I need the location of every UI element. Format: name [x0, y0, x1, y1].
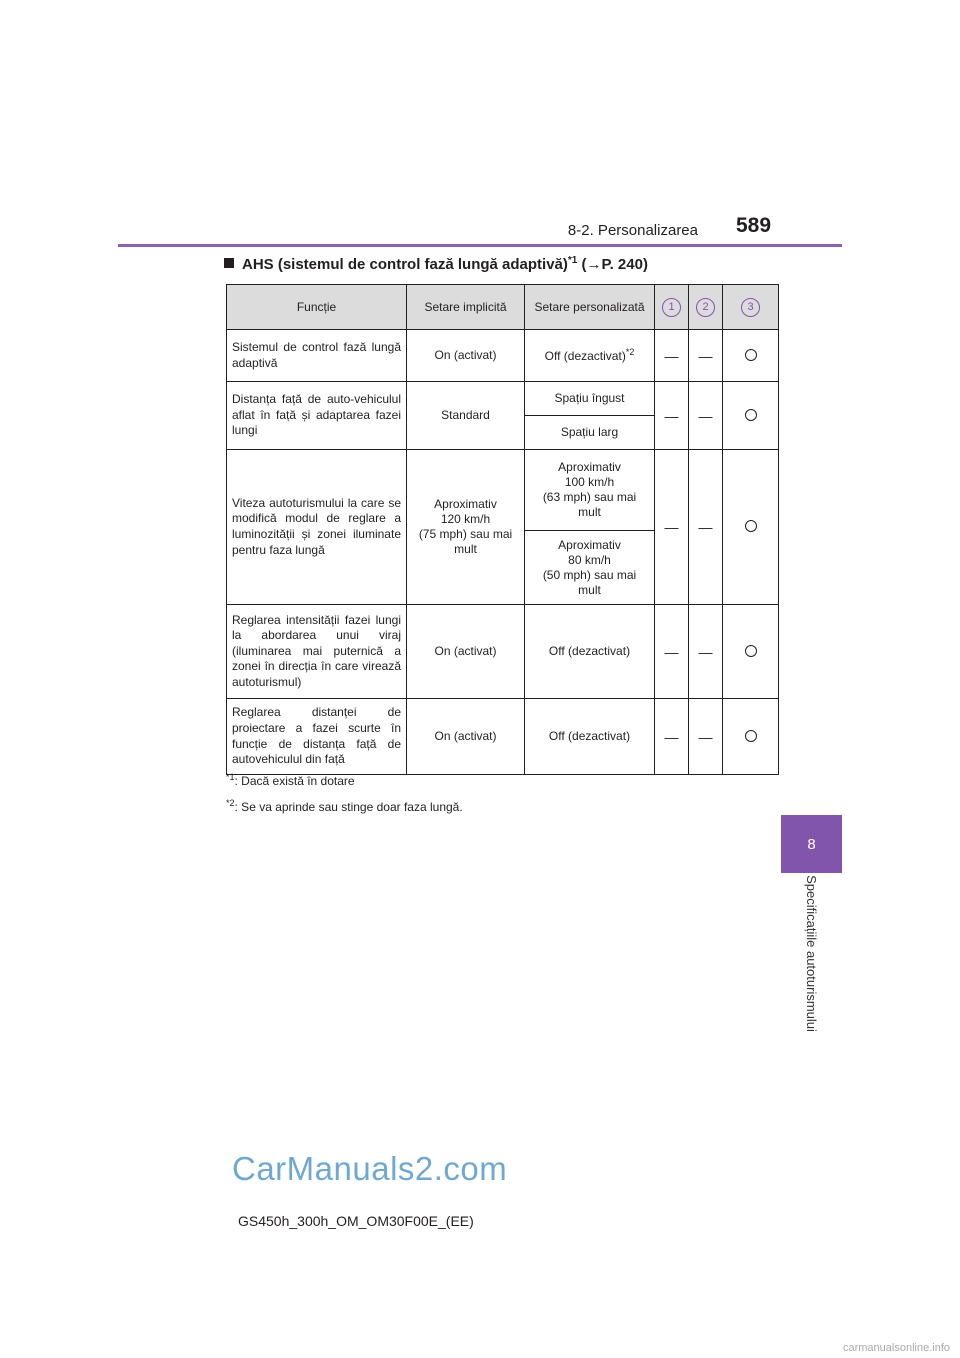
row-col3 [723, 330, 779, 382]
row-col1: — [655, 330, 689, 382]
row-col1: — [655, 382, 689, 450]
section-title-footnote-mark: *1 [567, 255, 578, 266]
row-col3 [723, 605, 779, 699]
row-custom-b: Spațiu larg [525, 416, 655, 450]
row-custom-a-line3: (63 mph) sau mai mult [542, 490, 637, 519]
circle-mark-icon [745, 409, 757, 421]
table-row [227, 382, 779, 416]
table-row [227, 699, 779, 775]
watermark-logo: CarManuals2.com [232, 1150, 508, 1187]
row-custom [525, 330, 655, 382]
circle-mark-icon [745, 730, 757, 742]
row-default: On (activat) [407, 699, 525, 775]
row-col2: — [689, 450, 723, 605]
header-section-title: 8-2. Personalizarea [567, 222, 698, 239]
footnote-2-mark: *2 [226, 798, 235, 808]
footnote-1 [226, 772, 355, 788]
row-custom-a [525, 450, 655, 531]
row-function: Sistemul de control fază lungă adaptivă [227, 330, 407, 382]
row-custom-b-line3: (50 mph) sau mai mult [542, 567, 637, 597]
row-default-line3: (75 mph) sau mai mult [418, 527, 513, 556]
row-custom-b-line2: 80 km/h [568, 552, 611, 567]
row-default: Standard [407, 382, 525, 450]
circle-mark-icon [745, 520, 757, 532]
row-default: On (activat) [407, 605, 525, 699]
row-default-line1: Aproximativ [434, 497, 497, 511]
header-col3 [723, 285, 779, 330]
circled-2-icon: 2 [696, 298, 715, 317]
circle-mark-icon [745, 349, 757, 361]
row-function: Reglarea intensității fazei lungi la abordarea unui viraj (iluminarea mai puternică a zonei în direcția în care virează autoturismul) [227, 605, 407, 699]
row-col2: — [689, 605, 723, 699]
table-row [227, 330, 779, 382]
header-default: Setare implicită [407, 285, 525, 330]
chapter-label: Specificațiile autoturismului [804, 874, 820, 1032]
row-col2: — [689, 330, 723, 382]
footnote-2 [226, 798, 463, 814]
row-custom: Off (dezactivat) [525, 605, 655, 699]
row-custom-a-line1: Aproximativ [558, 460, 621, 474]
square-bullet-icon [224, 258, 234, 268]
row-custom-a: Spațiu îngust [525, 382, 655, 416]
row-col2: — [689, 699, 723, 775]
chapter-label-container [781, 874, 842, 1032]
row-function: Distanța față de auto-vehiculul aflat în față și adaptarea fazei lungi [227, 382, 407, 450]
row-custom-text: Off (dezactivat) [544, 349, 626, 363]
row-col3 [723, 699, 779, 775]
circle-mark-icon [745, 645, 757, 657]
header-custom: Setare personalizată [525, 285, 655, 330]
page-number: 589 [736, 214, 772, 237]
page-reference: (→P. 240) [577, 256, 648, 273]
row-col3 [723, 382, 779, 450]
row-col1: — [655, 605, 689, 699]
row-col2: — [689, 382, 723, 450]
row-custom-b-line1: Aproximativ [558, 537, 621, 552]
row-custom-footnote-mark: *2 [625, 347, 635, 357]
footer-model-code: GS450h_300h_OM_OM30F00E_(EE) [238, 1213, 474, 1229]
header-function: Funcție [227, 285, 407, 330]
table-row [227, 450, 779, 531]
table-row [227, 605, 779, 699]
settings-table [226, 284, 779, 775]
footnote-1-mark: *1 [226, 772, 235, 782]
row-custom-a-line2: 100 km/h [564, 475, 615, 489]
row-custom-b [525, 531, 655, 605]
header-divider [118, 244, 842, 247]
row-function: Reglarea distanței de proiectare a fazei scurte în funcție de distanța față de autovehiculul din față [227, 699, 407, 775]
footnote-1-text: : Dacă există în dotare [234, 774, 355, 788]
footnote-2-text: : Se va aprinde sau stinge doar faza lungă. [234, 800, 463, 814]
header-col2 [689, 285, 723, 330]
row-default-line2: 120 km/h [440, 512, 491, 526]
table-header-row [227, 285, 779, 330]
circled-3-icon: 3 [741, 298, 760, 317]
row-custom: Off (dezactivat) [525, 699, 655, 775]
header-col1 [655, 285, 689, 330]
section-title [224, 255, 648, 273]
row-default: On (activat) [407, 330, 525, 382]
chapter-number: 8 [807, 835, 816, 853]
row-function: Viteza autoturismului la care se modifică modul de reglare a luminozității și zonei iluminate pentru faza lungă [227, 450, 407, 605]
footer-site-watermark: carmanualsonline.info [842, 1342, 950, 1354]
row-col3 [723, 450, 779, 605]
circled-1-icon: 1 [662, 298, 681, 317]
section-title-text: AHS (sistemul de control fază lungă adaptivă) [242, 256, 568, 273]
row-col1: — [655, 699, 689, 775]
row-default [407, 450, 525, 605]
chapter-tab[interactable] [781, 815, 842, 873]
row-col1: — [655, 450, 689, 605]
